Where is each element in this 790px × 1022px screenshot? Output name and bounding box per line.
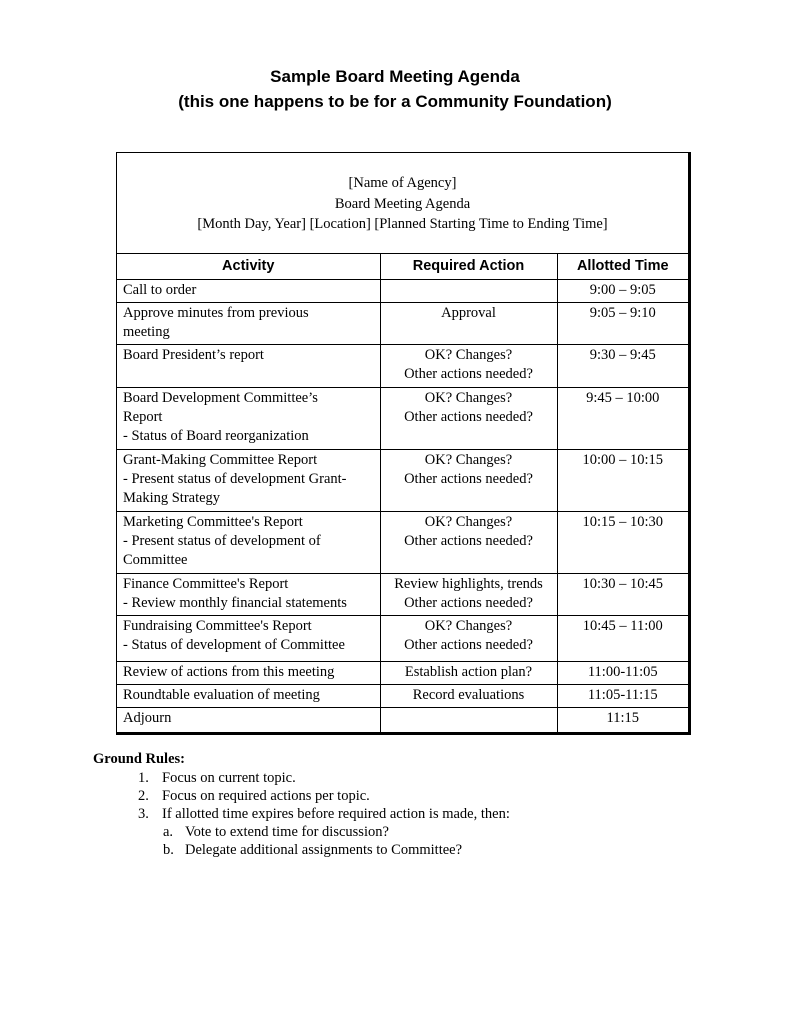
ground-rule-text: Focus on required actions per topic. xyxy=(162,788,370,804)
agenda-row xyxy=(117,387,688,449)
activity-cell xyxy=(117,573,380,615)
ground-rule-subitem xyxy=(93,841,713,859)
required-action-cell xyxy=(380,387,557,449)
activity-text: - Status of development of Committee xyxy=(123,636,345,653)
required-action-text: OK? Changes? xyxy=(424,389,513,406)
required-action-cell xyxy=(380,661,557,684)
document-title: Sample Board Meeting Agenda xyxy=(270,67,520,86)
agenda-row xyxy=(117,449,688,511)
activity-text: Report xyxy=(123,408,163,425)
activity-text: Review of actions from this meeting xyxy=(123,663,335,680)
activity-cell xyxy=(117,661,380,684)
required-action-cell xyxy=(380,344,557,387)
agenda-row xyxy=(117,661,688,684)
allotted-time-cell: 11:15 xyxy=(557,707,688,732)
agenda-row xyxy=(117,573,688,615)
activity-text: Board President’s report xyxy=(123,346,264,363)
required-action-text: Other actions needed? xyxy=(404,594,533,611)
activity-cell xyxy=(117,615,380,661)
required-action-text: Review highlights, trends xyxy=(394,575,543,592)
required-action-cell xyxy=(380,449,557,511)
activity-text: Board Development Committee’s xyxy=(123,389,318,406)
ground-rule-subitem-letter: b. xyxy=(163,842,174,858)
required-action-text: OK? Changes? xyxy=(424,617,513,634)
allotted-time-cell: 10:00 – 10:15 xyxy=(557,449,688,511)
agenda-row xyxy=(117,344,688,387)
allotted-time-cell: 10:45 – 11:00 xyxy=(557,615,688,661)
ground-rule-number: 3. xyxy=(138,806,149,822)
activity-cell xyxy=(117,344,380,387)
required-action-text: Approval xyxy=(441,304,496,321)
agenda-row xyxy=(117,707,688,732)
activity-cell xyxy=(117,511,380,573)
ground-rules-list xyxy=(93,769,713,859)
activity-cell xyxy=(117,449,380,511)
agency-name: [Name of Agency] xyxy=(348,175,457,191)
required-action-text: Other actions needed? xyxy=(404,408,533,425)
agenda-row xyxy=(117,302,688,344)
required-action-cell xyxy=(380,573,557,615)
activity-cell xyxy=(117,279,380,302)
required-action-text: Other actions needed? xyxy=(404,532,533,549)
required-action-cell xyxy=(380,707,557,732)
activity-text: Marketing Committee's Report xyxy=(123,513,303,530)
required-action-text: OK? Changes? xyxy=(424,513,513,530)
ground-rule-subitem-letter: a. xyxy=(163,824,174,840)
column-header-activity: Activity xyxy=(117,254,380,279)
allotted-time-cell: 9:30 – 9:45 xyxy=(557,344,688,387)
required-action-text: Other actions needed? xyxy=(404,636,533,653)
required-action-cell xyxy=(380,684,557,707)
ground-rule-subitem-text: Vote to extend time for discussion? xyxy=(185,824,389,840)
activity-text: Finance Committee's Report xyxy=(123,575,289,592)
required-action-cell xyxy=(380,302,557,344)
required-action-text: OK? Changes? xyxy=(424,346,513,363)
column-header-allotted-time: Allotted Time xyxy=(557,254,688,279)
agenda-row xyxy=(117,615,688,661)
required-action-cell xyxy=(380,279,557,302)
ground-rule-text: Focus on current topic. xyxy=(162,770,296,786)
agenda-rows xyxy=(117,279,688,732)
document-subtitle: (this one happens to be for a Community Foundation) xyxy=(178,92,612,111)
activity-text: - Review monthly financial statements xyxy=(123,594,347,611)
meeting-details: [Month Day, Year] [Location] [Planned Starting Time to Ending Time] xyxy=(197,216,608,232)
required-action-cell xyxy=(380,615,557,661)
ground-rule-item xyxy=(93,805,713,823)
agenda-header xyxy=(117,153,688,254)
activity-text: Roundtable evaluation of meeting xyxy=(123,686,320,703)
allotted-time-cell: 9:00 – 9:05 xyxy=(557,279,688,302)
agenda-row xyxy=(117,511,688,573)
ground-rule-subitem xyxy=(93,823,713,841)
ground-rule-item xyxy=(93,769,713,787)
ground-rule-item xyxy=(93,787,713,805)
activity-text: - Present status of development Grant- xyxy=(123,470,347,487)
agenda-row xyxy=(117,684,688,707)
activity-text: - Status of Board reorganization xyxy=(123,427,309,444)
allotted-time-cell: 11:05-11:15 xyxy=(557,684,688,707)
agenda-doc-name: Board Meeting Agenda xyxy=(334,195,471,212)
allotted-time-cell: 9:05 – 9:10 xyxy=(557,302,688,344)
activity-cell xyxy=(117,387,380,449)
allotted-time-cell: 10:15 – 10:30 xyxy=(557,511,688,573)
required-action-text: Other actions needed? xyxy=(404,365,533,382)
ground-rule-number: 1. xyxy=(138,770,149,786)
agenda-header-row xyxy=(117,254,688,279)
allotted-time-cell: 11:00-11:05 xyxy=(557,661,688,684)
document-title-block xyxy=(0,64,790,114)
activity-text: Making Strategy xyxy=(123,489,221,506)
agenda-table xyxy=(117,254,688,732)
required-action-cell xyxy=(380,511,557,573)
activity-text: - Present status of development of xyxy=(123,532,321,549)
column-header-required-action: Required Action xyxy=(380,254,557,279)
ground-rules-heading: Ground Rules: xyxy=(93,751,185,767)
ground-rule-text: If allotted time expires before required action is made, then: xyxy=(162,806,510,822)
activity-text: Fundraising Committee's Report xyxy=(123,617,312,634)
agenda-row xyxy=(117,279,688,302)
activity-cell xyxy=(117,302,380,344)
allotted-time-cell: 10:30 – 10:45 xyxy=(557,573,688,615)
activity-cell xyxy=(117,707,380,732)
activity-text: meeting xyxy=(123,323,170,340)
agenda-box xyxy=(116,152,691,735)
activity-text: Committee xyxy=(123,551,188,568)
activity-text: Call to order xyxy=(123,281,197,298)
required-action-text: Record evaluations xyxy=(412,686,525,703)
required-action-text: OK? Changes? xyxy=(424,451,513,468)
activity-text: Adjourn xyxy=(123,709,172,726)
ground-rules xyxy=(93,750,713,859)
ground-rule-subitem-text: Delegate additional assignments to Committee? xyxy=(185,842,463,858)
activity-text: Approve minutes from previous xyxy=(123,304,309,321)
activity-text: Grant-Making Committee Report xyxy=(123,451,318,468)
ground-rule-number: 2. xyxy=(138,788,149,804)
allotted-time-cell: 9:45 – 10:00 xyxy=(557,387,688,449)
required-action-text: Establish action plan? xyxy=(404,663,533,680)
required-action-text: Other actions needed? xyxy=(404,470,533,487)
activity-cell xyxy=(117,684,380,707)
